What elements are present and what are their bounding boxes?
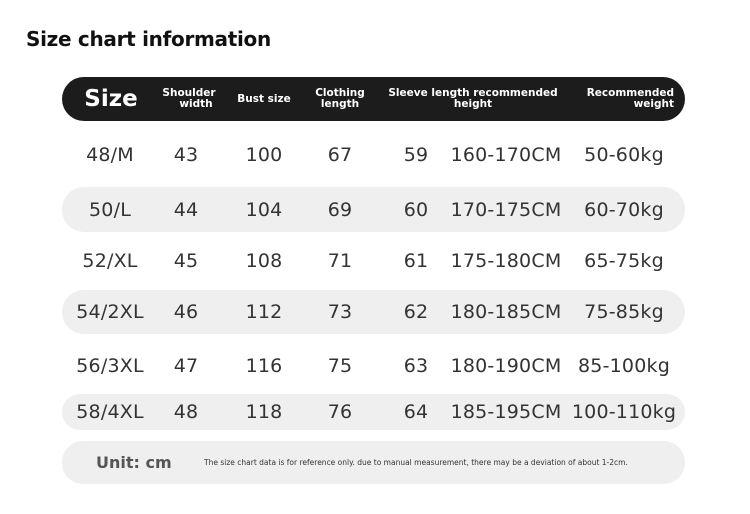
cell-recommended-weight: 50-60kg [584, 144, 664, 166]
table-row [62, 394, 685, 430]
cell-clothing-length: 76 [327, 401, 353, 423]
header-size: Size [84, 85, 138, 112]
cell-sleeve-length: 64 [403, 401, 429, 423]
header-clothing-line1: Clothing [315, 87, 365, 99]
cell-size: 54/2XL [76, 301, 144, 323]
table-row [62, 239, 685, 283]
cell-bust-size: 118 [245, 401, 283, 423]
cell-sleeve-length: 61 [403, 250, 429, 272]
cell-sleeve-length: 62 [403, 301, 429, 323]
header-shoulder-width [158, 77, 220, 121]
table-header [62, 77, 685, 121]
cell-recommended-height: 175-180CM [450, 250, 562, 272]
cell-shoulder-width: 45 [173, 250, 199, 272]
table-row [62, 290, 685, 334]
cell-recommended-weight: 65-75kg [584, 250, 664, 272]
page-title: Size chart information [26, 27, 271, 51]
cell-clothing-length: 71 [327, 250, 353, 272]
header-sleeve-line1: Sleeve length recommended [388, 87, 558, 99]
table-footer [62, 441, 685, 484]
unit-label: Unit: cm [96, 453, 172, 472]
cell-sleeve-length: 63 [403, 355, 429, 377]
cell-recommended-height: 180-185CM [450, 301, 562, 323]
cell-recommended-weight: 100-110kg [571, 401, 677, 423]
header-sleeve-height [388, 77, 558, 121]
cell-size: 50/L [89, 198, 131, 221]
cell-shoulder-width: 44 [173, 198, 199, 221]
cell-sleeve-length: 59 [403, 144, 429, 166]
header-weight-line2: weight [633, 98, 674, 110]
cell-size: 58/4XL [76, 401, 144, 423]
cell-sleeve-length: 60 [403, 198, 429, 221]
cell-size: 48/M [86, 144, 134, 166]
header-clothing-length [308, 77, 372, 121]
table-row [62, 133, 685, 177]
header-shoulder-line1: Shoulder [162, 87, 216, 99]
cell-bust-size: 112 [245, 301, 283, 323]
table-row [62, 344, 685, 388]
cell-recommended-height: 185-195CM [450, 401, 562, 423]
header-bust-size: Bust size [237, 92, 291, 105]
header-sleeve-line2: height [453, 98, 493, 110]
cell-recommended-height: 160-170CM [450, 144, 562, 166]
cell-clothing-length: 67 [327, 144, 353, 166]
cell-recommended-weight: 75-85kg [584, 301, 664, 323]
cell-bust-size: 116 [245, 355, 283, 377]
cell-bust-size: 108 [245, 250, 283, 272]
cell-clothing-length: 69 [327, 198, 353, 221]
cell-shoulder-width: 46 [173, 301, 199, 323]
header-clothing-line2: length [320, 98, 360, 110]
header-recommended-weight [584, 77, 678, 121]
cell-clothing-length: 75 [327, 355, 353, 377]
reference-note: The size chart data is for reference only. due to manual measurement, there may be a deviation of about 1-2cm. [204, 458, 628, 467]
cell-size: 52/XL [82, 250, 138, 272]
cell-shoulder-width: 48 [173, 401, 199, 423]
cell-recommended-weight: 85-100kg [578, 355, 670, 377]
cell-clothing-length: 73 [327, 301, 353, 323]
cell-shoulder-width: 47 [173, 355, 199, 377]
header-weight-line1: Recommended [586, 87, 674, 99]
cell-recommended-height: 180-190CM [450, 355, 562, 377]
cell-shoulder-width: 43 [173, 144, 199, 166]
table-row [62, 187, 685, 232]
cell-bust-size: 104 [245, 198, 283, 221]
header-shoulder-line2: width [179, 98, 213, 110]
cell-size: 56/3XL [76, 355, 144, 377]
cell-recommended-weight: 60-70kg [584, 198, 664, 221]
cell-recommended-height: 170-175CM [450, 198, 562, 221]
cell-bust-size: 100 [245, 144, 283, 166]
